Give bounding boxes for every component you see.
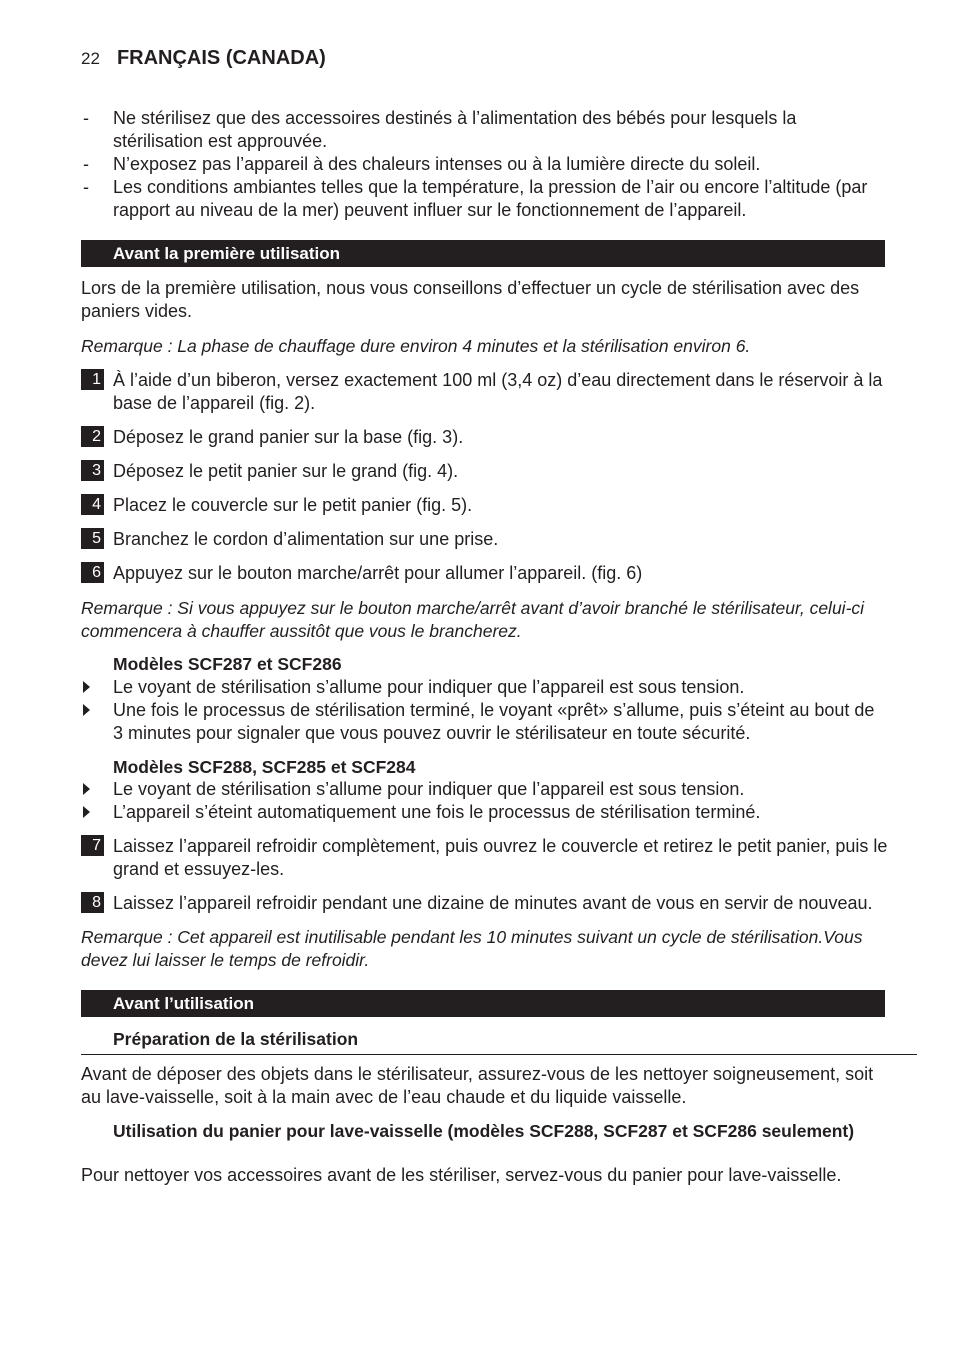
intro-list <box>81 107 885 222</box>
bold-heading: Utilisation du panier pour lave-vaisselle (modèles SCF288, SCF287 et SCF286 seulement) <box>113 1121 855 1141</box>
step-number: 8 <box>81 892 104 913</box>
list-item: - Les conditions ambiantes telles que la température, la pression de l’air ou encore l’altitude (par rapport au niveau de la mer) peuvent influer sur le fonctionnement de l’appareil. <box>83 177 868 220</box>
step-number: 4 <box>81 494 104 515</box>
bullet-icon <box>83 681 90 693</box>
paragraph: Avant de déposer des objets dans le stérilisateur, assurez-vous de les nettoyer soigneusement, soit au lave-vaisselle, soit à la main avec de l’eau chaude et du liquide vaisselle. <box>81 1064 874 1107</box>
bullet-icon <box>83 806 90 818</box>
bullet-icon <box>83 783 90 795</box>
step-number: 1 <box>81 369 104 390</box>
list-item: Le voyant de stérilisation s’allume pour indiquer que l’appareil est sous tension. <box>81 778 885 801</box>
section-heading-before-use: Avant l’utilisation <box>81 990 885 1017</box>
paragraph: Lors de la première utilisation, nous vous conseillons d’effectuer un cycle de stérilisation avec des paniers vides. <box>81 278 860 321</box>
step-number: 5 <box>81 528 104 549</box>
note: Remarque : La phase de chauffage dure environ 4 minutes et la stérilisation environ 6. <box>81 336 751 356</box>
step-3: 3 Déposez le petit panier sur le grand (fig. 4). <box>81 460 917 483</box>
page-header <box>81 47 326 70</box>
step-number: 3 <box>81 460 104 481</box>
bullet-icon <box>83 704 90 716</box>
paragraph: Pour nettoyer vos accessoires avant de les stériliser, servez-vous du panier pour lave-vaisselle. <box>81 1165 842 1185</box>
step-7: 7 Laissez l’appareil refroidir complètement, puis ouvrez le couvercle et retirez le petit panier, puis le grand et essuyez-les. <box>81 835 917 881</box>
step-2: 2 Déposez le grand panier sur la base (fig. 3). <box>81 426 917 449</box>
bullet-list <box>81 778 885 824</box>
subsection-heading: Préparation de la stérilisation <box>81 1028 917 1055</box>
page-number: 22 <box>81 49 100 68</box>
section-heading-first-use: Avant la première utilisation <box>81 240 885 267</box>
step-5: 5 Branchez le cordon d’alimentation sur une prise. <box>81 528 917 551</box>
note: Remarque : Cet appareil est inutilisable pendant les 10 minutes suivant un cycle de stérilisation.Vous devez lui laisser le temps de refroidir. <box>81 927 863 970</box>
step-number: 2 <box>81 426 104 447</box>
list-item: Une fois le processus de stérilisation terminé, le voyant «prêt» s’allume, puis s’éteint au bout de 3 minutes pour signaler que vous pouvez ouvrir le stérilisateur en toute sécurité. <box>81 699 885 745</box>
step-6: 6 Appuyez sur le bouton marche/arrêt pour allumer l’appareil. (fig. 6) <box>81 562 917 585</box>
models-heading: Modèles SCF287 et SCF286 <box>113 654 342 674</box>
list-item: L’appareil s’éteint automatiquement une fois le processus de stérilisation terminé. <box>81 801 885 824</box>
list-item: - Ne stérilisez que des accessoires destinés à l’alimentation des bébés pour lesquels la stérilisation est approuvée. <box>83 108 797 151</box>
list-item: - N’exposez pas l’appareil à des chaleurs intenses ou à la lumière directe du soleil. <box>83 154 761 174</box>
note: Remarque : Si vous appuyez sur le bouton marche/arrêt avant d’avoir branché le stérilisateur, celui-ci commencera à chauffer aussitôt que vous le brancherez. <box>81 598 865 641</box>
language-title: FRANÇAIS (CANADA) <box>116 47 326 69</box>
list-item: Le voyant de stérilisation s’allume pour indiquer que l’appareil est sous tension. <box>81 676 885 699</box>
step-number: 6 <box>81 562 104 583</box>
step-1: 1 À l’aide d’un biberon, versez exactement 100 ml (3,4 oz) d’eau directement dans le réservoir à la base de l’appareil (fig. 2). <box>81 369 917 415</box>
models-heading: Modèles SCF288, SCF285 et SCF284 <box>113 757 416 777</box>
step-4: 4 Placez le couvercle sur le petit panier (fig. 5). <box>81 494 917 517</box>
bullet-list <box>81 676 885 745</box>
step-8: 8 Laissez l’appareil refroidir pendant une dizaine de minutes avant de vous en servir de nouveau. <box>81 892 917 915</box>
step-number: 7 <box>81 835 104 856</box>
